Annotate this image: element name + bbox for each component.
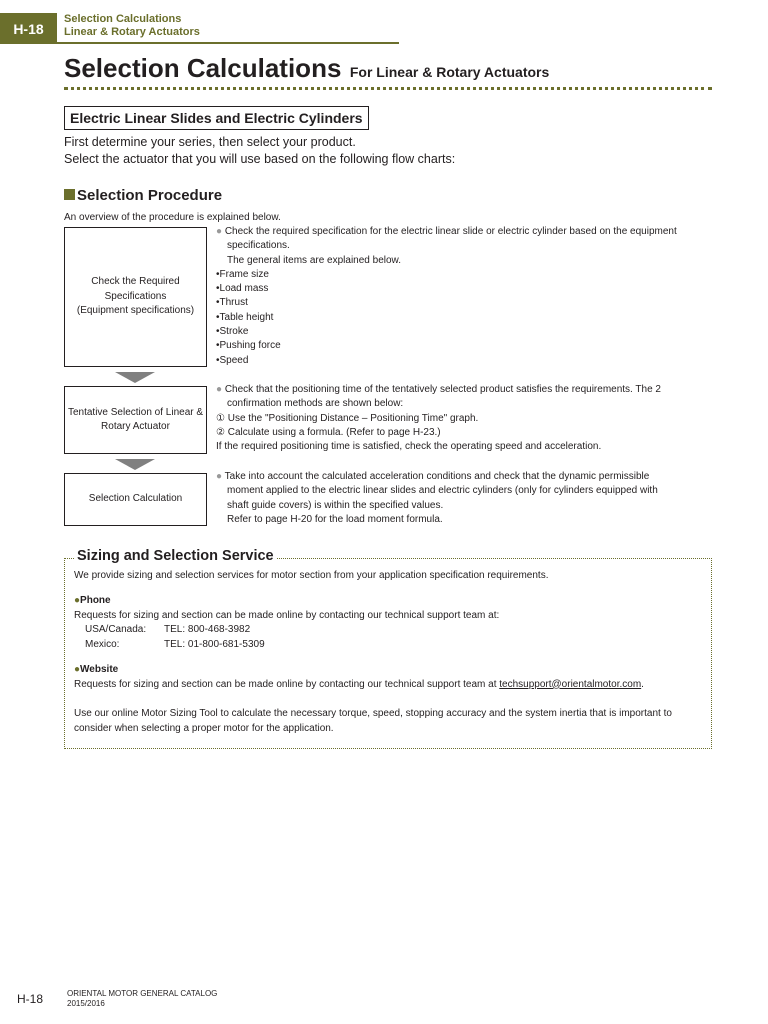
support-email-link[interactable]: techsupport@orientalmotor.com	[499, 678, 642, 690]
phone-number: TEL: 800-468-3982	[164, 624, 251, 635]
description-line: specifications.	[227, 240, 290, 252]
page-title-sub: For Linear & Rotary Actuators	[349, 64, 550, 80]
flow-box-line: Rotary Actuator	[101, 421, 170, 432]
page-title	[64, 53, 549, 84]
dotted-divider	[64, 87, 712, 90]
bullet-dot-icon: ●	[216, 226, 223, 237]
footer-catalog	[67, 989, 217, 1009]
intro-line: Select the actuator that you will use based on the following flow charts:	[64, 152, 456, 166]
intro-line: First determine your series, then select your product.	[64, 135, 356, 149]
running-header	[64, 13, 200, 38]
step-description-3	[216, 470, 716, 527]
description-line: shaft guide covers) is within the specified values.	[227, 499, 444, 511]
description-line: If the required positioning time is satisfied, check the operating speed and acceleration.	[216, 441, 602, 453]
procedure-heading-text: Selection Procedure	[77, 187, 223, 204]
sizing-service-title: Sizing and Selection Service	[74, 548, 277, 564]
flow-box-line: Selection Calculation	[88, 493, 183, 505]
phone-row	[74, 623, 499, 638]
description-line: Refer to page H-20 for the load moment formula.	[227, 513, 443, 525]
down-arrow-icon	[115, 372, 155, 383]
description-line: The general items are explained below.	[227, 254, 401, 266]
description-line: confirmation methods are shown below:	[227, 398, 404, 410]
flow-box-line: Specifications	[104, 290, 167, 302]
phone-section	[74, 594, 499, 652]
description-line: ● Check that the positioning time of the tentatively selected product satisfies the requirements. The 2	[216, 384, 661, 395]
description-line: •Frame size	[216, 268, 269, 280]
sizing-tool-line: consider when selecting a proper motor for the application.	[74, 722, 334, 734]
description-line: •Stroke	[216, 326, 249, 338]
green-dot-icon: ●	[74, 595, 81, 606]
description-line: •Table height	[216, 311, 274, 323]
description-line: ● Check the required specification for the electric linear slide or electric cylinder based on the equipment	[216, 226, 677, 237]
bullet-dot-icon: ●	[216, 471, 223, 482]
website-section	[74, 663, 644, 692]
bullet-dot-icon: ●	[216, 384, 223, 395]
running-header-line2: Linear & Rotary Actuators	[64, 25, 200, 38]
running-header-line1: Selection Calculations	[64, 13, 182, 25]
flow-box-check-specifications	[64, 227, 207, 367]
description-line: •Pushing force	[216, 340, 281, 352]
description-line: moment applied to the electric linear slides and electric cylinders (only for cylinders equipped with	[227, 485, 658, 497]
flow-box-line: (Equipment specifications)	[76, 305, 195, 317]
sizing-tool-line: Use our online Motor Sizing Tool to calculate the necessary torque, speed, stopping accuracy and the system inertia that is important to	[74, 708, 672, 719]
footer-page-number: H-18	[17, 992, 44, 1006]
flow-box-line: Tentative Selection of Linear &	[67, 406, 204, 418]
flow-box-selection-calculation	[64, 473, 207, 526]
sizing-intro: We provide sizing and selection services for motor section from your application specification requirements.	[74, 570, 549, 581]
page-title-main: Selection Calculations	[64, 53, 342, 83]
sizing-tool-text	[74, 707, 672, 736]
website-heading: ●Website	[74, 664, 119, 675]
square-bullet-icon	[64, 189, 75, 200]
down-arrow-icon	[115, 459, 155, 470]
procedure-overview: An overview of the procedure is explained below.	[64, 212, 281, 223]
description-line: ① Use the "Positioning Distance – Positioning Time" graph.	[216, 412, 479, 424]
header-rule	[57, 42, 399, 44]
phone-region: USA/Canada:	[85, 624, 147, 635]
description-line: ● Take into account the calculated acceleration conditions and check that the dynamic permissible	[216, 471, 650, 482]
green-dot-icon: ●	[74, 664, 81, 675]
description-line: •Speed	[216, 354, 249, 366]
intro-text	[64, 134, 455, 168]
description-line: ② Calculate using a formula. (Refer to page H-23.)	[216, 426, 441, 438]
phone-text: Requests for sizing and section can be made online by contacting our technical support team at:	[74, 609, 500, 621]
flow-box-tentative-selection	[64, 386, 207, 454]
flow-box-line: Check the Required	[91, 276, 180, 288]
step-description-1	[216, 225, 716, 368]
phone-row	[74, 638, 499, 653]
description-line: •Load mass	[216, 283, 269, 295]
website-text: Requests for sizing and section can be made online by contacting our technical support team at techsupport@orientalmotor.com.	[74, 678, 644, 690]
phone-heading: ●Phone	[74, 595, 111, 606]
page-tab: H-18	[0, 13, 57, 44]
phone-number: TEL: 01-800-681-5309	[164, 638, 265, 650]
description-line: •Thrust	[216, 297, 248, 309]
footer-catalog-year: 2015/2016	[67, 999, 105, 1008]
phone-region: Mexico:	[85, 638, 120, 650]
section-title: Electric Linear Slides and Electric Cylinders	[64, 106, 369, 130]
footer-catalog-name: ORIENTAL MOTOR GENERAL CATALOG	[67, 989, 218, 998]
step-description-2	[216, 383, 716, 454]
procedure-heading	[64, 187, 222, 204]
